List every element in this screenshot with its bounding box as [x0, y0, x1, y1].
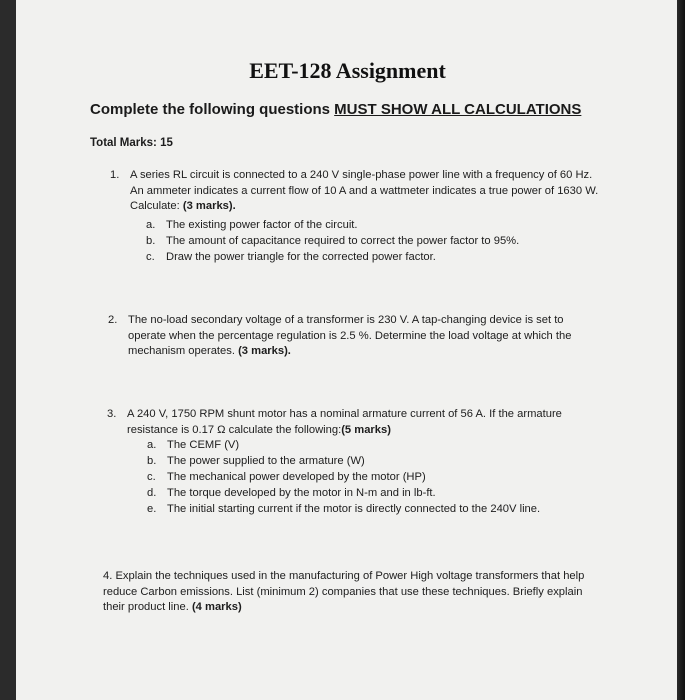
part-text: The CEMF (V): [167, 439, 240, 451]
question-number: 3.: [107, 408, 117, 420]
part-text: The torque developed by the motor in N-m and in lb-ft.: [167, 487, 436, 499]
question-number: 2.: [108, 314, 118, 326]
question-2: [108, 313, 582, 360]
question-1: [110, 168, 600, 215]
question-text: A 240 V, 1750 RPM shunt motor has a nominal armature current of 56 A. If the armature resistance is 0.17 Ω calculate the following:: [127, 408, 562, 436]
question-marks: (5 marks): [341, 423, 391, 436]
document-page: [16, 0, 679, 700]
document-title: EET-128 Assignment: [249, 58, 446, 83]
question-marks: (3 marks).: [182, 200, 236, 213]
instructions-heading: [90, 101, 581, 118]
question-number: 4.: [103, 570, 113, 582]
part-text: The power supplied to the armature (W): [167, 455, 365, 467]
part-letter: e.: [147, 503, 157, 515]
part-text: Draw the power triangle for the corrected power factor.: [166, 251, 436, 263]
photo-edge-shadow: [677, 0, 685, 700]
part-letter: c.: [146, 251, 155, 263]
total-marks: Total Marks: 15: [90, 137, 173, 149]
instructions-prefix: Complete the following questions: [90, 101, 335, 118]
part-letter: b.: [146, 235, 156, 247]
part-letter: c.: [147, 471, 156, 483]
part-text: The mechanical power developed by the motor (HP): [167, 471, 426, 483]
part-text: The amount of capacitance required to correct the power factor to 95%.: [166, 235, 520, 247]
question-3: [107, 407, 587, 438]
question-marks: (3 marks).: [238, 345, 291, 358]
question-number: 1.: [110, 169, 120, 181]
part-text: The initial starting current if the motor is directly connected to the 240V line.: [167, 503, 541, 515]
question-text: Explain the techniques used in the manufacturing of Power High voltage transformers that help reduce Carbon emissions. List (minimum 2) companies that use these techniques. Briefly explain their product line.: [103, 570, 585, 614]
part-letter: a.: [147, 439, 157, 451]
part-letter: a.: [146, 219, 156, 231]
question-4: [103, 569, 597, 616]
question-marks: (4 marks): [191, 601, 242, 614]
part-letter: b.: [147, 455, 157, 467]
question-text: A series RL circuit is connected to a 240 V single-phase power line with a frequency of 60 Hz. An ammeter indicates a current flow of 10 A and a wattmeter indicates a true power of 1630 W. Calculate:: [130, 169, 599, 213]
part-text: The existing power factor of the circuit.: [166, 219, 358, 231]
part-letter: d.: [147, 487, 157, 499]
question-text: The no-load secondary voltage of a transformer is 230 V. A tap-changing device is set to operate when the percentage regulation is 2.5 %. Determine the load voltage at which the mechanism operates.: [128, 314, 572, 358]
instructions-emphasis: MUST SHOW ALL CALCULATIONS: [334, 101, 582, 118]
